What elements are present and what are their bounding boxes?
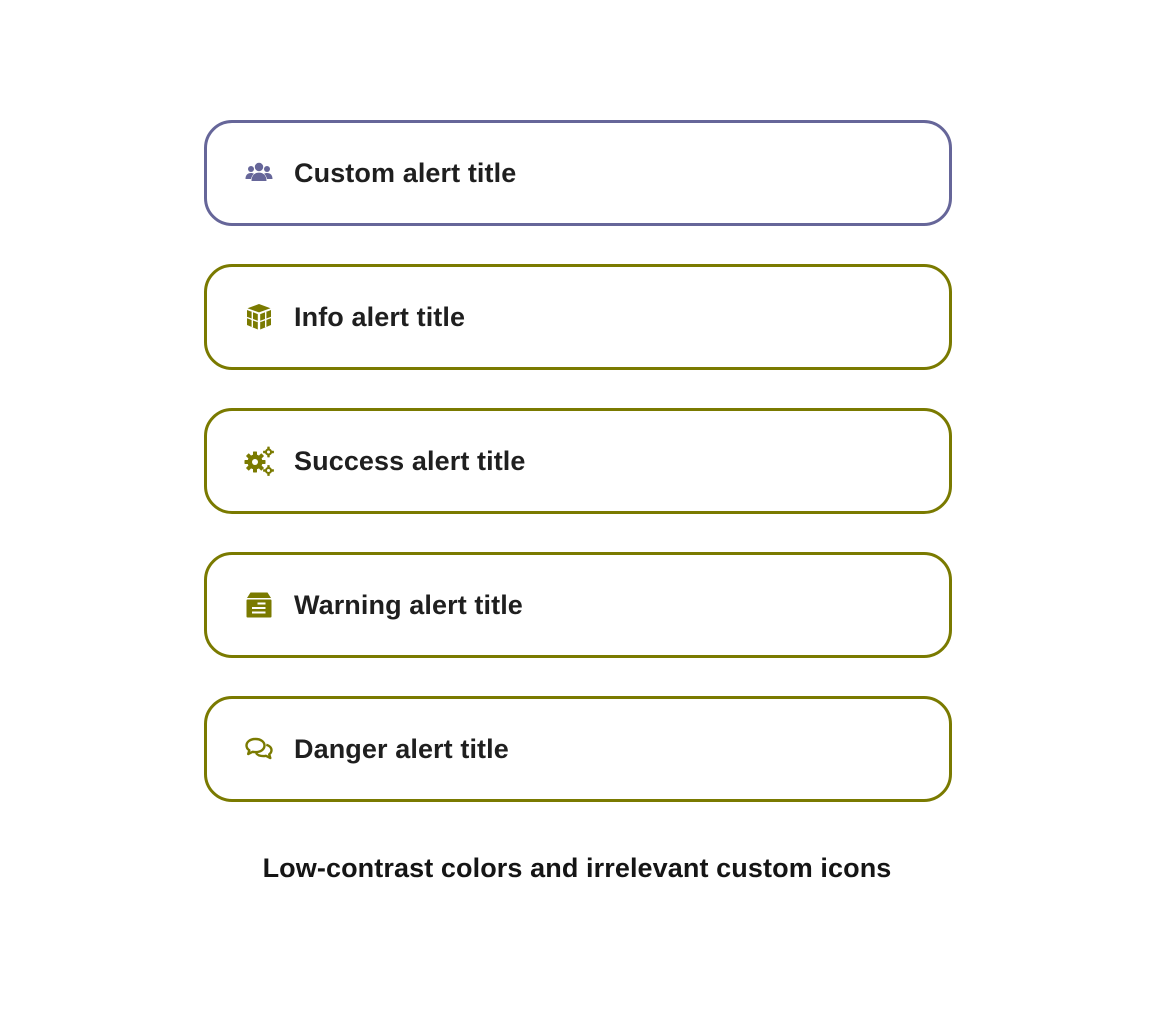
comments-icon	[244, 734, 274, 764]
custom-alert	[204, 120, 952, 226]
archive-icon	[244, 590, 274, 620]
cubes-icon	[244, 302, 274, 332]
info-alert	[204, 264, 952, 370]
figure-caption: Low-contrast colors and irrelevant custom icons	[262, 853, 892, 883]
alert-title: Info alert title	[294, 301, 466, 332]
alert-title: Warning alert title	[294, 589, 523, 620]
warning-alert	[204, 552, 952, 658]
users-icon	[244, 158, 274, 188]
alert-title: Success alert title	[294, 445, 526, 476]
alert-title: Custom alert title	[294, 157, 517, 188]
success-alert	[204, 408, 952, 514]
alert-title: Danger alert title	[294, 733, 509, 764]
danger-alert	[204, 696, 952, 802]
alert-list	[204, 120, 952, 840]
cogs-icon	[244, 446, 274, 476]
